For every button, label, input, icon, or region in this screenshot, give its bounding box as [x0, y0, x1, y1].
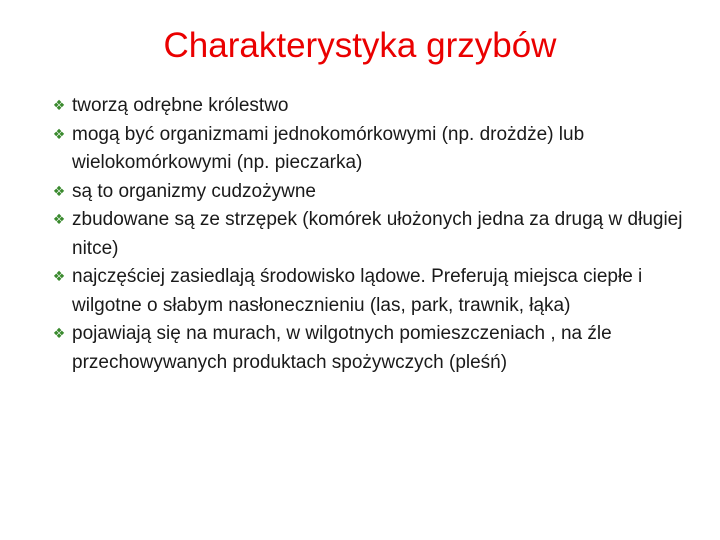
- list-item: [52, 320, 702, 377]
- bullet-text: pojawiają się na murach, w wilgotnych pomieszczeniach , na źle przechowywanych produktach spożywczych (pleśń): [72, 323, 612, 373]
- list-item: [52, 121, 702, 178]
- bullet-text: mogą być organizmami jednokomórkowymi (np. drożdże) lub wielokomórkowymi (np. pieczarka): [72, 123, 585, 173]
- bullet-list: [52, 92, 702, 377]
- bullet-text: są to organizmy cudzożywne: [72, 180, 316, 202]
- diamond-flower-bullet-icon: ❖: [52, 212, 66, 228]
- diamond-flower-bullet-icon: ❖: [52, 98, 66, 114]
- list-item: [52, 178, 702, 207]
- list-item: [52, 263, 702, 320]
- slide-title: Charakterystyka grzybów: [163, 26, 557, 65]
- diamond-flower-bullet-icon: ❖: [52, 126, 66, 143]
- diamond-flower-bullet-icon: ❖: [52, 269, 66, 285]
- bullet-text: najczęściej zasiedlają środowisko lądowe. Preferują miejsca ciepłe i wilgotne o słabym nasłonecznieniu (las, park, trawnik, łąka): [72, 266, 643, 316]
- diamond-flower-bullet-icon: ❖: [52, 183, 66, 200]
- diamond-flower-bullet-icon: ❖: [52, 326, 66, 342]
- bullet-text: zbudowane są ze strzępek (komórek ułożonych jedna za drugą w długiej nitce): [72, 209, 683, 259]
- list-item: [52, 206, 702, 263]
- bullet-text: tworzą odrębne królestwo: [72, 95, 289, 116]
- list-item: [52, 92, 702, 121]
